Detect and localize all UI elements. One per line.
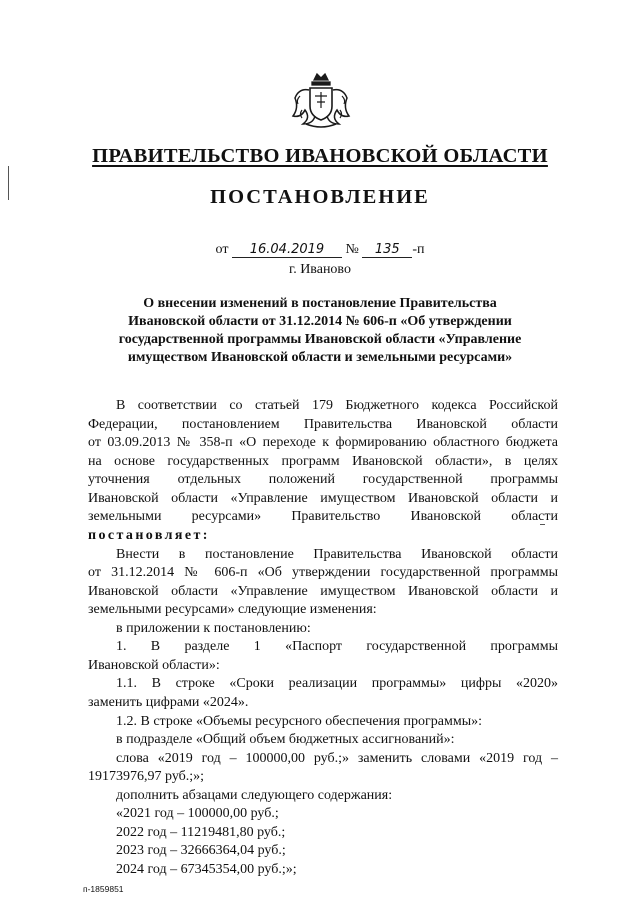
decree-word: постановляет: <box>88 527 210 543</box>
footer-document-code: п-1859851 <box>83 884 124 894</box>
body-line: В соответствии со статьей 179 Бюджетного кодекса Российской <box>116 398 558 413</box>
body-line: от 03.09.2013 № 358-п «О переходе к формированию областного бюджета <box>88 435 558 451</box>
subject-line: государственной программы Ивановской области «Управление <box>118 332 522 347</box>
body-line: в приложении к постановлению: <box>116 620 311 636</box>
body-line: 1.1. В строке «Сроки реализации программы» цифры «2020» <box>116 676 558 692</box>
scan-mark <box>540 524 545 525</box>
date-number-line <box>0 242 640 258</box>
government-title: ПРАВИТЕЛЬСТВО ИВАНОВСКОЙ ОБЛАСТИ <box>92 145 548 167</box>
document-date: 16.04.2019 <box>232 242 342 258</box>
body-line: 1. В разделе 1 «Паспорт государственной программы <box>116 639 558 655</box>
body-line: Федерации, постановлением Правительства Ивановской области <box>88 416 558 432</box>
body-line: слова «2019 год – 100000,00 руб.;» заменить словами «2019 год – <box>116 750 558 766</box>
date-prefix: от <box>215 242 229 257</box>
body-line: 19173976,97 руб.;»; <box>88 769 205 785</box>
body-line: Ивановской области «Управление имуществом Ивановской области и <box>88 490 558 506</box>
body-line: «2021 год – 100000,00 руб.; <box>116 806 279 822</box>
body-line: в подразделе «Общий объем бюджетных ассигнований»: <box>116 732 455 748</box>
number-sign: № <box>345 242 359 257</box>
coat-of-arms-emblem <box>288 66 354 132</box>
number-suffix: -п <box>412 242 425 257</box>
subject-line: Ивановской области от 31.12.2014 № 606-п «Об утверждении <box>128 314 512 329</box>
city-name: г. Иваново <box>289 262 351 277</box>
body-line: Ивановской области»: <box>88 657 220 673</box>
body-line: 2023 год – 32666364,04 руб.; <box>116 843 286 859</box>
body-line: дополнить абзацами следующего содержания: <box>116 787 393 803</box>
body-line: от 31.12.2014 № 606-п «Об утверждении государственной программы <box>88 565 558 580</box>
body-line: 2022 год – 11219481,80 руб.; <box>116 824 286 840</box>
body-line: заменить цифрами «2024». <box>88 695 249 710</box>
body-line: на основе государственных программ Ивановской области», в целях <box>88 453 558 469</box>
document-type-heading: ПОСТАНОВЛЕНИЕ <box>210 186 430 208</box>
body-line: Внести в постановление Правительства Ивановской области <box>116 546 558 562</box>
body-line: уточнения отдельных положений государственной программы <box>88 472 558 488</box>
body-line: Ивановской области «Управление имуществом Ивановской области и <box>88 583 558 599</box>
subject-line: имуществом Ивановской области и земельными ресурсами» <box>127 350 513 365</box>
body-line: 2024 год – 67345354,00 руб.;»; <box>116 862 297 877</box>
body-line: 1.2. В строке «Объемы ресурсного обеспечения программы»: <box>116 713 483 729</box>
scan-mark <box>8 166 9 200</box>
body-line: земельными ресурсами» следующие изменения: <box>88 602 377 618</box>
document-number: 135 <box>362 242 412 258</box>
body-line: земельными ресурсами» Правительство Ивановской области <box>88 509 558 525</box>
subject-line: О внесении изменений в постановление Правительства <box>143 296 497 311</box>
